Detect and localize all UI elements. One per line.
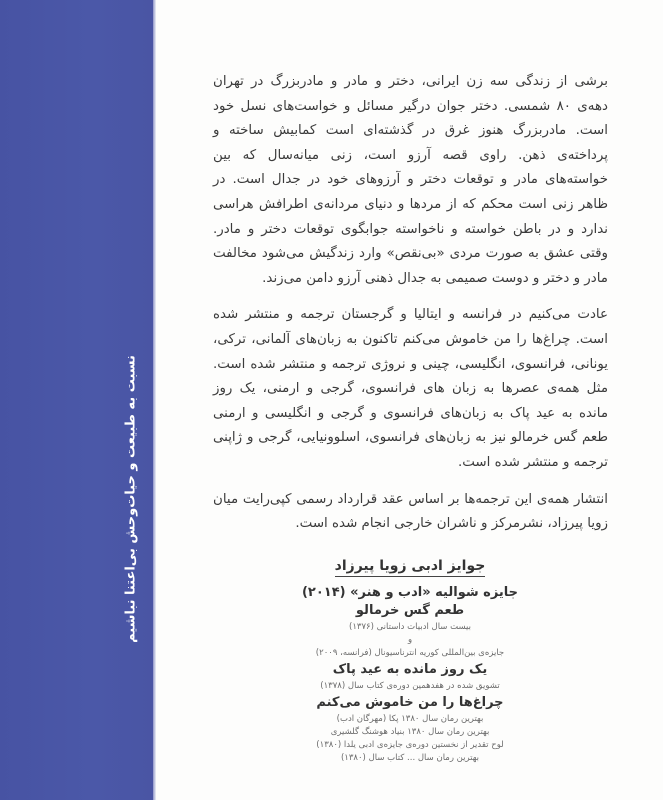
award-detail: لوح تقدیر از نخستین دوره‌ی جایزه‌ی ادبی یلدا (۱۳۸۰) bbox=[316, 740, 504, 750]
award-detail: بهترین رمان سال ... کتاب سال (۱۳۸۰) bbox=[340, 753, 480, 763]
awards-title: جوایز ادبی زویا پیرزاد bbox=[335, 558, 486, 577]
award-detail: جایزه‌ی بین‌المللی کوریه انترناسیونال (فرانسه، ۲۰۰۹) bbox=[315, 648, 505, 658]
copyright-paragraph: انتشار همه‌ی این ترجمه‌ها بر اساس عقد قرارداد رسمی کپی‌رایت میان زویا پیرزاد، نشرمرکز و ناشران خارجی انجام شده است. bbox=[213, 491, 608, 532]
award-detail: تشویق شده در هفدهمین دوره‌ی کتاب سال (۱۳۷۸) bbox=[320, 681, 500, 691]
back-cover-body bbox=[213, 70, 608, 549]
translations-paragraph: عادت می‌کنیم در فرانسه و ایتالیا و گرجستان ترجمه و منتشر شده است. چراغ‌ها را من خاموش می‌کنم تاکنون به زبان‌های آلمانی، ترکی، یونانی، فرانسوی، انگلیسی، چینی و نروژی ترجمه و منتشر شده است. مثل همه‌ی عصرها به زبان های فرانسوی، گرجی و ارمنی، یک روز مانده به عید پاک به زبان‌های فرانسوی و گرجی و انگلیسی و ارمنی طعم گس خرمالو نیز به زبان‌های فرانسوی، اسلوونیایی، گرجی و ژاپنی ترجمه و منتشر شده است. bbox=[213, 307, 608, 470]
award-detail: و bbox=[407, 635, 413, 645]
award-detail: بیست سال ادبیات داستانی (۱۳۷۶) bbox=[348, 622, 471, 632]
award-detail: بهترین رمان سال ۱۳۸۰ پکا (مهرگان ادب) bbox=[336, 714, 484, 724]
awards-section bbox=[270, 555, 550, 765]
spine-vertical-text: نسبت به طبیعت و حیات‌وحش بی‌اعتنا نباشیم bbox=[123, 355, 139, 643]
award-heading: جایزه شوالیه «ادب و هنر» (۲۰۱۴) bbox=[301, 585, 519, 600]
award-detail: بهترین رمان سال ۱۳۸۰ بنیاد هوشنگ گلشیری bbox=[330, 727, 490, 737]
synopsis-paragraph: برشی از زندگی سه زن ایرانی، دختر و مادر و مادربزرگ در تهران دهه‌ی ۸۰ شمسی. دختر جوان درگیر مسائل و خواست‌های نسل خود است. مادربزرگ هنوز غرق در گذشته‌ای است کمابیش ساخته و پرداخته‌ی ذهن. راوی قصه آرزو است، زنی میانه‌سال که بین خواسته‌های مادر و توقعات دختر و آرزوهای خود در جدال است. در ظاهر زنی است محکم که از مردها و دنیای مردانه‌ی اطرافش هراسی ندارد و در باطن خواسته و ناخواسته جوابگوی توقعات دختر و مادر. وقتی عشق به صورت مردی «بی‌نقص» وارد زندگیش می‌شود مخالفت مادر و دختر و دوست صمیمی به جدال ذهنی آرزو دامن می‌زند. bbox=[213, 74, 608, 286]
spine-edge bbox=[153, 0, 156, 800]
award-book-title: چراغ‌ها را من خاموش می‌کنم bbox=[316, 695, 504, 710]
award-book-title: طعم گس خرمالو bbox=[355, 603, 465, 618]
award-book-title: یک روز مانده به عید پاک bbox=[332, 662, 488, 677]
